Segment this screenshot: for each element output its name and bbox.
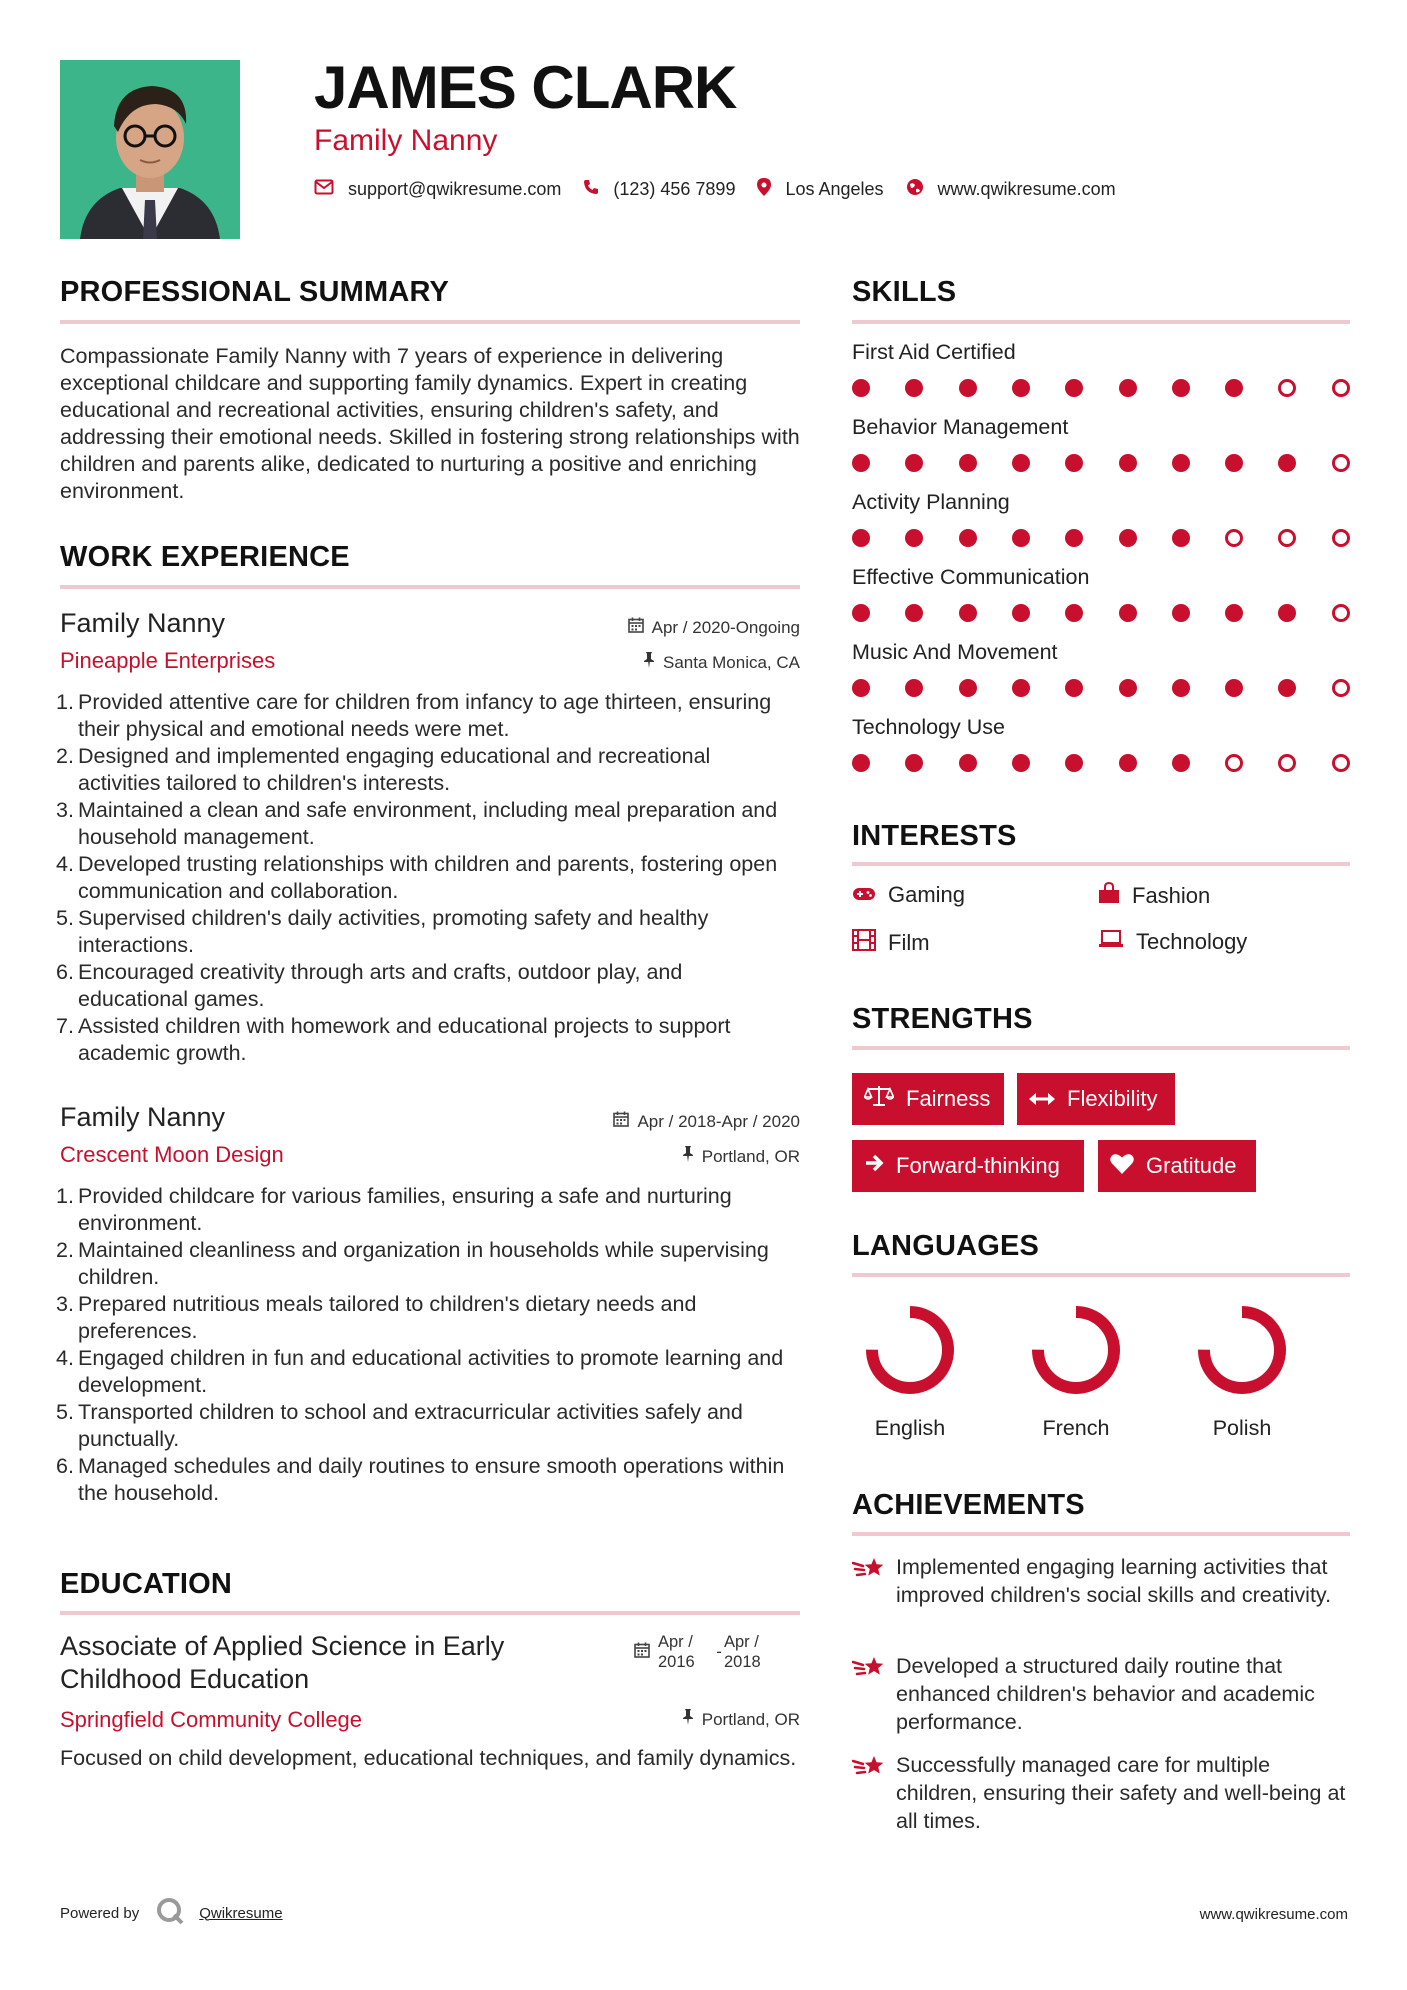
rating-dot-filled [852,604,870,622]
skill-rating [852,452,1350,474]
education-location [682,1709,800,1730]
rating-dot-filled [1225,454,1243,472]
qwikresume-logo-icon [155,1896,185,1930]
rating-dot-filled [852,454,870,472]
job-dates-text: Apr / 2018-Apr / 2020 [637,1111,800,1131]
job-dates-text: Apr / 2020-Ongoing [651,617,800,637]
calendar-icon [634,1632,658,1663]
job-bullet-item [56,743,796,797]
rating-dot-filled [1172,454,1190,472]
rating-dot-filled [1119,754,1137,772]
rating-dot-filled [1278,604,1296,622]
bullet-number: 1. [56,1184,74,1208]
bullet-number: 2. [56,1238,74,1262]
rating-dot-filled [1225,379,1243,397]
contact-location [757,178,883,201]
job-title: Family Nanny [60,1102,226,1132]
rating-dot-filled [852,529,870,547]
job-bullet-item [56,689,796,743]
job-bullet-list [56,689,796,1067]
rating-dot-filled [1065,679,1083,697]
achievement-text: Developed a structured daily routine that enhanced children's behavior and academic performance. [896,1654,1315,1734]
skill-name: Technology Use [852,715,1005,739]
bullet-text: Provided attentive care for children from infancy to age thirteen, ensuring their physical and emotional needs were met. [78,690,772,741]
calendar-icon [628,617,652,638]
footer-website[interactable]: www.qwikresume.com [1199,1906,1348,1923]
section-title-languages: LANGUAGES [852,1230,1040,1262]
language-level-arc [872,1312,948,1388]
rating-dot-empty [1332,679,1350,697]
rating-dot-filled [1012,679,1030,697]
bullet-number: 1. [56,690,74,714]
rating-dot-empty [1225,529,1243,547]
bullet-number: 3. [56,1292,74,1316]
bullet-text: Provided childcare for various families, ensuring a safe and nurturing environment. [78,1184,732,1235]
bullet-number: 6. [56,1454,74,1478]
rating-dot-empty [1332,529,1350,547]
shooting-star-icon [852,1654,886,1687]
bullet-text: Prepared nutritious meals tailored to children's dietary needs and preferences. [78,1292,697,1343]
strength-label: Forward-thinking [896,1153,1060,1178]
skill-name: Effective Communication [852,565,1090,589]
shooting-star-icon [852,1555,886,1588]
rating-dot-filled [905,529,923,547]
job-bullet-item [56,1453,796,1507]
section-divider [60,1611,800,1615]
skill-rating [852,527,1350,549]
contact-website[interactable] [906,178,1116,201]
job-company: Crescent Moon Design [60,1142,284,1167]
language-level-arc [1204,1312,1280,1388]
job-location-text: Santa Monica, CA [662,652,800,672]
rating-dot-empty [1278,379,1296,397]
section-title-experience: WORK EXPERIENCE [60,541,350,573]
education-location-text: Portland, OR [701,1709,800,1729]
arrows-horizontal-icon [1029,1086,1067,1112]
rating-dot-filled [1278,679,1296,697]
section-divider [60,320,800,324]
rating-dot-filled [1012,604,1030,622]
rating-dot-filled [1065,754,1083,772]
rating-dot-filled [1012,754,1030,772]
rating-dot-filled [905,379,923,397]
strength-label: Fairness [906,1086,991,1111]
section-title-achievements: ACHIEVEMENTS [852,1489,1085,1521]
strength-tag-gratitude [1098,1140,1256,1192]
candidate-name: JAMES CLARK [314,54,737,121]
job-bullet-item [56,1183,796,1237]
pin-icon [682,1709,702,1730]
rating-dot-filled [1278,454,1296,472]
rating-dot-filled [852,679,870,697]
job-dates [628,617,800,638]
achievement-item [852,1751,1352,1835]
job-bullet-item [56,1399,796,1453]
rating-dot-filled [959,679,977,697]
rating-dot-filled [1012,454,1030,472]
candidate-role: Family Nanny [314,124,498,157]
job-bullet-item [56,905,796,959]
achievement-text: Successfully managed care for multiple children, ensuring their safety and well-being at all times. [896,1753,1346,1833]
rating-dot-filled [959,754,977,772]
date-separator: - [716,1643,722,1661]
bullet-number: 2. [56,744,74,768]
language-name: English [874,1416,946,1440]
skill-rating [852,602,1350,624]
film-icon [852,929,888,957]
job-title: Family Nanny [60,608,226,638]
language-level-arc [1038,1312,1114,1388]
rating-dot-filled [1065,379,1083,397]
job-bullet-item [56,1291,796,1345]
job-bullet-item [56,959,796,1013]
rating-dot-filled [1065,604,1083,622]
job-bullet-list [56,1183,796,1507]
calendar-icon [613,1111,637,1132]
strength-tag-fairness [852,1073,1004,1125]
rating-dot-filled [1172,679,1190,697]
job-location-text: Portland, OR [701,1146,800,1166]
language-level-gauge [1194,1302,1290,1398]
bullet-text: Maintained cleanliness and organization in households while supervising children. [78,1238,769,1289]
laptop-icon [1098,929,1136,955]
summary-text: Compassionate Family Nanny with 7 years of experience in delivering exceptional childcare and supporting family dynamics. Expert in creating educational and recreational activities, ensuring children's safety, and addressing their emotional needs. Skilled in fostering strong relationships with children and parents alike, dedicated to nurturing a positive and enriching environment. [60,344,800,503]
education-description: Focused on child development, educational techniques, and family dynamics. [60,1746,797,1770]
shooting-star-icon [852,1753,886,1786]
rating-dot-filled [852,379,870,397]
rating-dot-filled [852,754,870,772]
balance-scale-icon [864,1084,906,1114]
section-title-interests: INTERESTS [852,820,1017,852]
job-bullet-item [56,1237,796,1291]
heart-icon [1110,1153,1146,1180]
rating-dot-filled [959,454,977,472]
rating-dot-filled [959,604,977,622]
bullet-number: 7. [56,1014,74,1038]
skill-name: Music And Movement [852,640,1058,664]
location-text: Los Angeles [785,179,884,199]
gamepad-icon [852,882,888,908]
education-school: Springfield Community College [60,1707,363,1732]
language-level-gauge [1028,1302,1124,1398]
rating-dot-empty [1332,379,1350,397]
powered-by-label: Powered by [60,1904,140,1922]
education-degree: Associate of Applied Science in Early Childhood Education [60,1631,505,1694]
bullet-text: Transported children to school and extracurricular activities safely and punctually. [78,1400,743,1451]
rating-dot-filled [1012,529,1030,547]
rating-dot-filled [1119,529,1137,547]
shopping-bag-icon [1098,882,1132,910]
bullet-number: 5. [56,906,74,930]
interest-film [852,929,930,957]
rating-dot-filled [1225,604,1243,622]
language-level-gauge [862,1302,958,1398]
skill-name: Activity Planning [852,490,1010,514]
bullet-text: Maintained a clean and safe environment, including meal preparation and household management. [78,798,778,849]
email-text: support@qwikresume.com [348,179,562,199]
rating-dot-filled [1172,754,1190,772]
language-item [1021,1302,1131,1441]
rating-dot-empty [1278,529,1296,547]
rating-dot-filled [1119,379,1137,397]
job-company: Pineapple Enterprises [60,648,276,673]
phone-icon [583,179,613,200]
education-start-date: Apr / 2016 [658,1633,695,1671]
interest-fashion [1098,882,1210,910]
rating-dot-filled [905,604,923,622]
strength-label: Gratitude [1146,1153,1237,1178]
rating-dot-filled [1119,604,1137,622]
skill-rating [852,752,1350,774]
bullet-number: 4. [56,852,74,876]
section-divider [852,1273,1350,1277]
bullet-number: 4. [56,1346,74,1370]
contact-phone[interactable] [583,179,735,200]
phone-text: (123) 456 7899 [613,179,736,199]
rating-dot-filled [1172,379,1190,397]
job-location [643,652,800,673]
bullet-text: Developed trusting relationships with children and parents, fostering open communication and collaboration. [78,852,778,903]
skill-rating [852,677,1350,699]
section-divider [852,1532,1350,1536]
contact-email[interactable] [314,179,561,200]
strength-tag-forward-thinking [852,1140,1084,1192]
rating-dot-filled [959,529,977,547]
skill-name: Behavior Management [852,415,1069,439]
job-dates [613,1111,800,1132]
rating-dot-empty [1332,754,1350,772]
achievement-item [852,1553,1352,1609]
job-bullet-item [56,851,796,905]
section-divider [852,1046,1350,1050]
section-title-summary: PROFESSIONAL SUMMARY [60,276,450,308]
bullet-text: Supervised children's daily activities, promoting safety and healthy interactions. [78,906,709,957]
bullet-text: Encouraged creativity through arts and crafts, outdoor play, and educational games. [78,960,683,1011]
bullet-text: Engaged children in fun and educational activities to promote learning and development. [78,1346,784,1397]
pin-icon [643,652,663,673]
interest-label: Fashion [1132,883,1211,908]
envelope-icon [314,179,348,200]
rating-dot-filled [1172,604,1190,622]
education-end-date: Apr / 2018 [724,1633,761,1671]
rating-dot-filled [1119,679,1137,697]
interest-label: Technology [1136,929,1248,954]
rating-dot-filled [1065,529,1083,547]
strength-tag-flexibility [1017,1073,1175,1125]
rating-dot-filled [905,454,923,472]
section-title-strengths: STRENGTHS [852,1003,1033,1035]
rating-dot-filled [905,754,923,772]
rating-dot-empty [1278,754,1296,772]
map-marker-icon [757,178,785,201]
globe-icon [906,178,938,201]
brand-link[interactable]: Qwikresume [199,1904,283,1922]
rating-dot-empty [1225,754,1243,772]
bullet-number: 5. [56,1400,74,1424]
bullet-number: 6. [56,960,74,984]
language-name: French [1042,1416,1110,1440]
strength-label: Flexibility [1067,1086,1158,1111]
arrow-right-icon [864,1153,896,1179]
skill-name: First Aid Certified [852,340,1016,364]
language-item [1187,1302,1297,1441]
bullet-text: Designed and implemented engaging educational and recreational activities tailored to children's interests. [78,744,711,795]
contact-bar [314,178,1138,201]
job-bullet-item [56,1345,796,1399]
skill-rating [852,377,1350,399]
interest-label: Film [888,930,930,955]
section-divider [852,862,1350,866]
section-title-skills: SKILLS [852,276,957,308]
rating-dot-filled [1119,454,1137,472]
rating-dot-filled [959,379,977,397]
rating-dot-filled [1225,679,1243,697]
bullet-text: Managed schedules and daily routines to ensure smooth operations within the household. [78,1454,785,1505]
section-title-education: EDUCATION [60,1568,233,1600]
profile-photo [60,60,240,239]
interest-technology [1098,929,1247,955]
interest-gaming [852,882,965,908]
rating-dot-filled [1012,379,1030,397]
rating-dot-filled [1065,454,1083,472]
rating-dot-empty [1332,604,1350,622]
interest-label: Gaming [888,882,966,907]
pin-icon [682,1146,702,1167]
job-bullet-item [56,1013,796,1067]
achievement-text: Implemented engaging learning activities that improved children's social skills and creativity. [896,1555,1332,1607]
job-location [682,1146,800,1167]
footer-powered-by [60,1896,283,1930]
bullet-text: Assisted children with homework and educational projects to support academic growth. [78,1014,731,1065]
section-divider [60,585,800,589]
bullet-number: 3. [56,798,74,822]
language-item [855,1302,965,1441]
rating-dot-filled [905,679,923,697]
language-name: Polish [1212,1416,1272,1440]
education-dates [634,1632,780,1672]
section-divider [852,320,1350,324]
job-bullet-item [56,797,796,851]
website-text: www.qwikresume.com [937,179,1116,199]
rating-dot-filled [1172,529,1190,547]
rating-dot-empty [1332,454,1350,472]
achievement-item [852,1652,1352,1736]
